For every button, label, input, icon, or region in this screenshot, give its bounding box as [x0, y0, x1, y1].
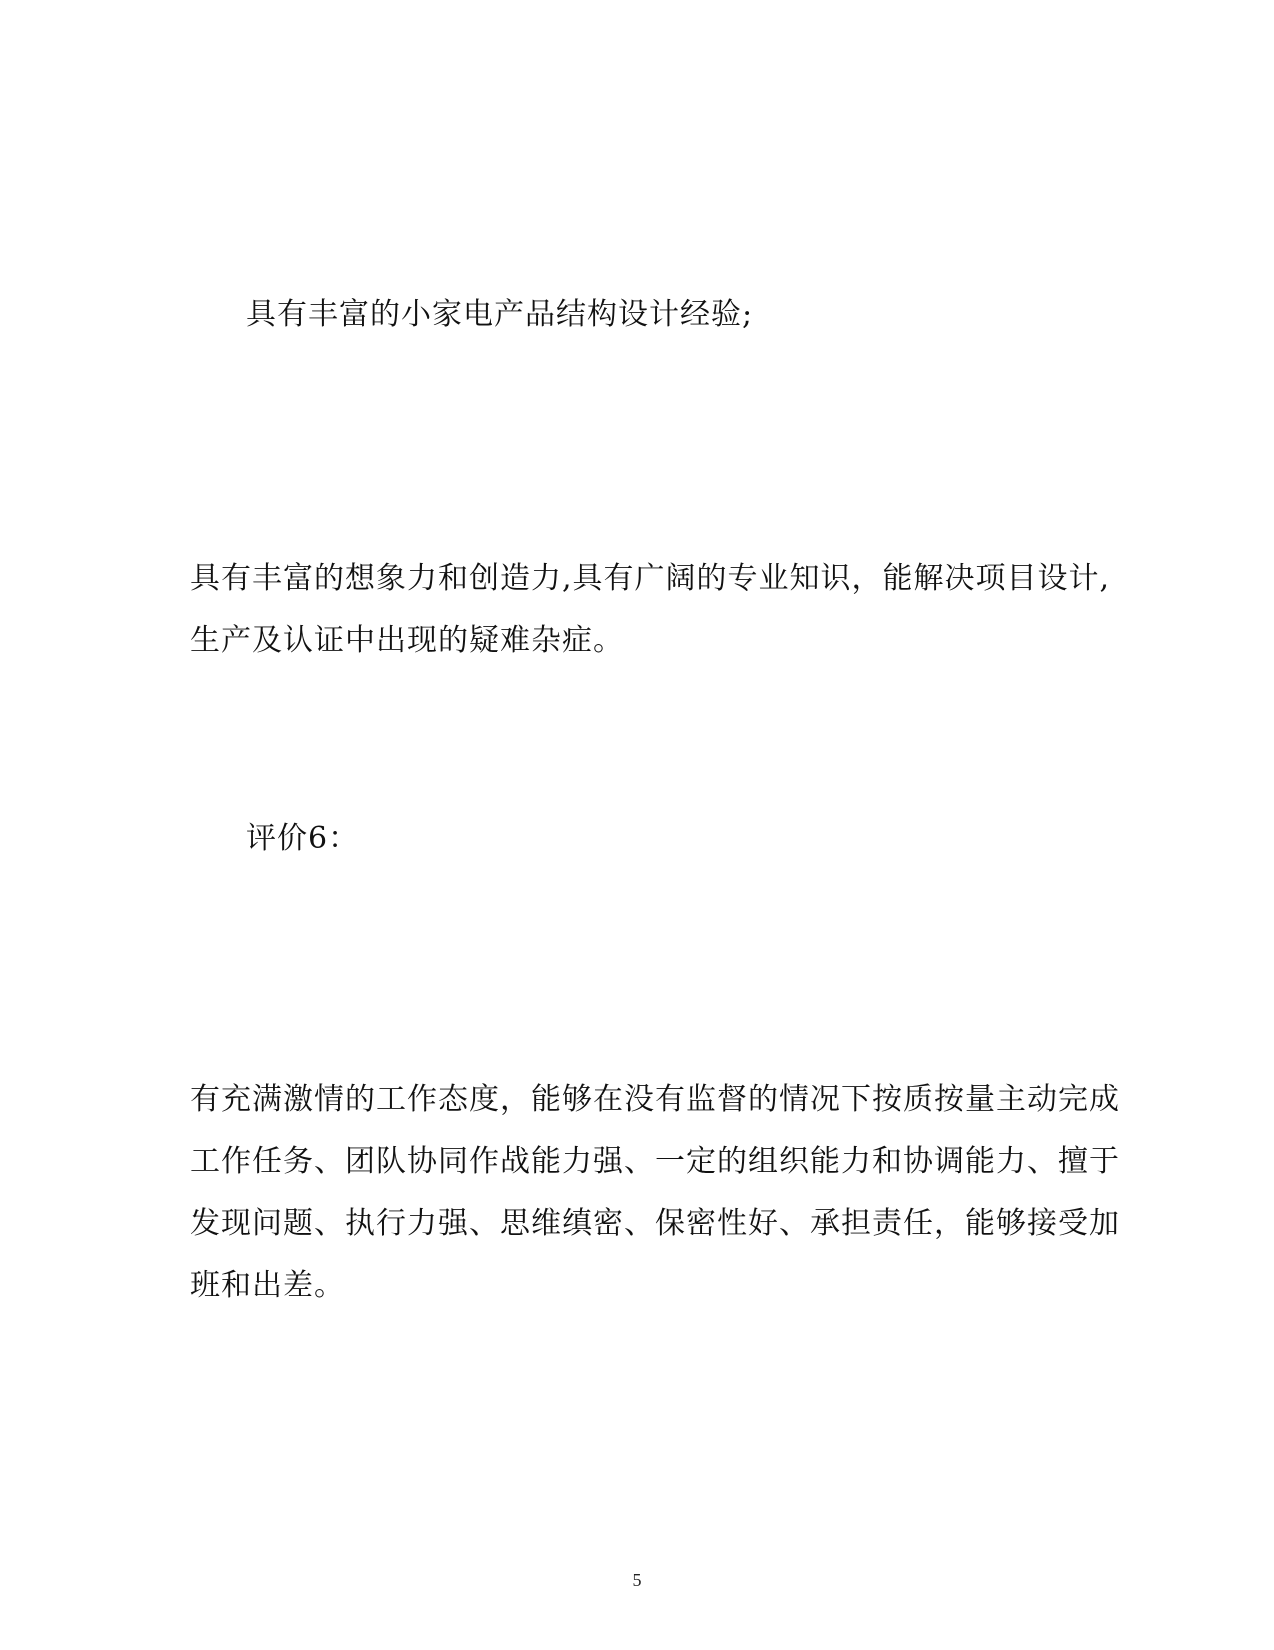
- text-line: 工作任务、团队协同作战能力强、一定的组织能力和协调能力、擅于: [190, 1144, 1120, 1179]
- text-line: 具有丰富的想象力和创造力,具有广阔的专业知识，能解决项目设计,: [190, 561, 1111, 596]
- text-line: 具有丰富的小家电产品结构设计经验;: [246, 297, 754, 332]
- text-line: 评价6：: [246, 821, 360, 856]
- paragraph-creativity: [190, 548, 1111, 672]
- paragraph-work-attitude: [190, 1069, 1120, 1317]
- text-line: 发现问题、执行力强、思维缜密、保密性好、承担责任，能够接受加: [190, 1206, 1120, 1241]
- text-line: 生产及认证中出现的疑难杂症。: [190, 623, 624, 658]
- text-line: 班和出差。: [190, 1268, 345, 1303]
- evaluation-heading: [246, 808, 1126, 870]
- text-line: 有充满激情的工作态度，能够在没有监督的情况下按质按量主动完成: [190, 1082, 1120, 1117]
- paragraph-experience: [246, 284, 1126, 346]
- page-number: 5: [632, 1570, 642, 1590]
